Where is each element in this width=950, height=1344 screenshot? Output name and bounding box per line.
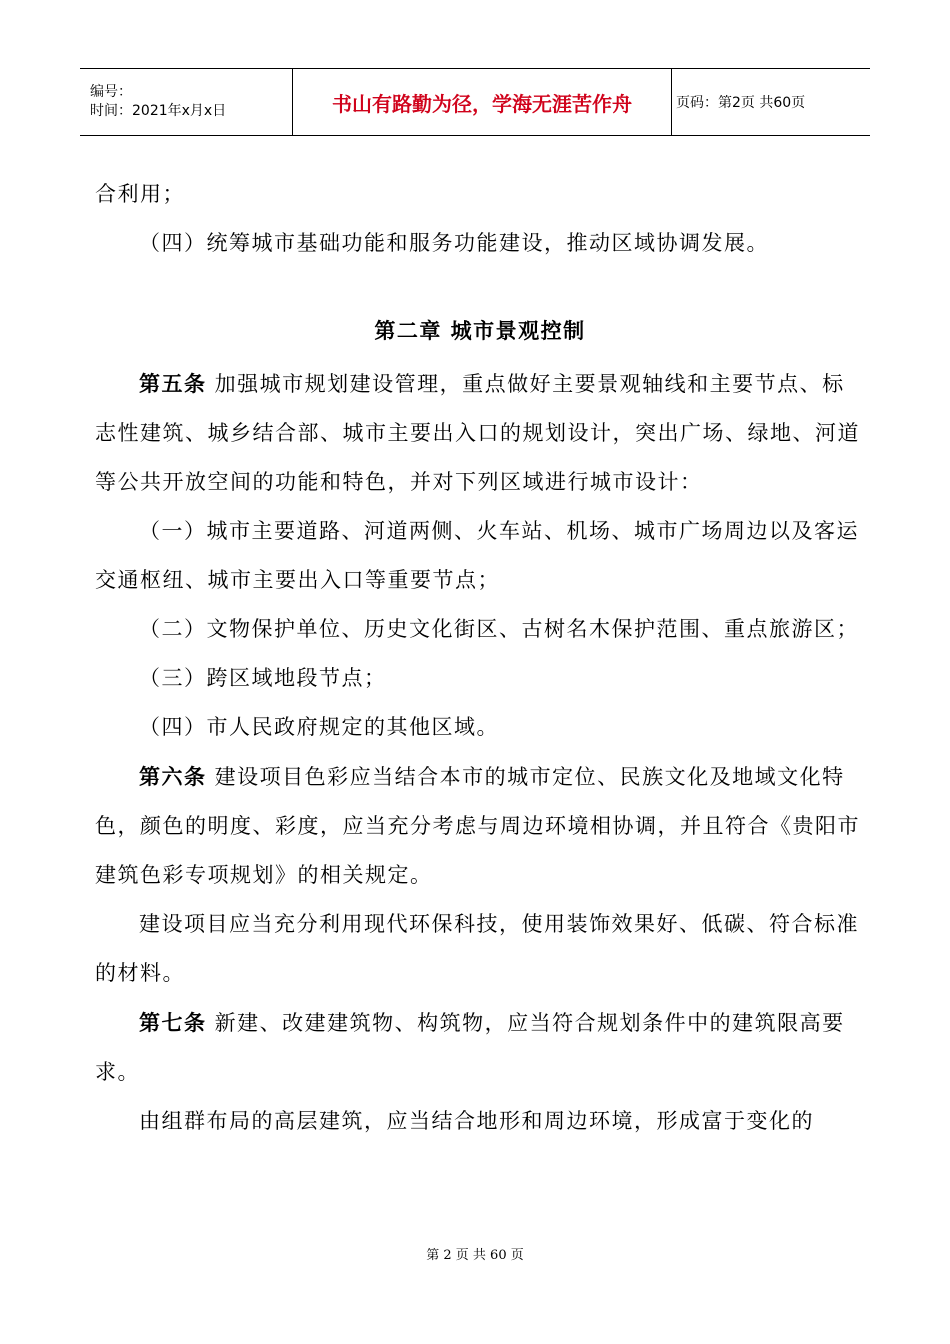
chapter-title: 第二章 城市景观控制 [374, 318, 586, 343]
article-text: 新建、改建建筑物、构筑物，应当符合规划条件中的建筑限高要求。 [95, 1011, 845, 1084]
number-label: 编号： [90, 84, 132, 100]
article-head: 第六条 [139, 764, 207, 789]
list-item: （一）城市主要道路、河道两侧、火车站、机场、城市广场周边以及客运交通枢纽、城市主要出入口等重要节点； [95, 519, 859, 592]
document-body [95, 170, 865, 1146]
paragraph: 合利用； [95, 182, 185, 206]
article-head: 第七条 [139, 1010, 207, 1035]
paragraph: 建设项目应当充分利用现代环保科技，使用装饰效果好、低碳、符合标准的材料。 [95, 912, 859, 985]
list-item: （二）文物保护单位、历史文化街区、古树名木保护范围、重点旅游区； [139, 617, 859, 641]
list-item: （三）跨区域地段节点； [139, 666, 387, 690]
article-5 [95, 359, 865, 507]
page-footer: 第 2 页 共 60 页 [426, 1248, 524, 1263]
page-header [80, 68, 870, 136]
header-motto: 书山有路勤为径，学海无涯苦作舟 [293, 69, 672, 135]
header-page-label: 页码：第2页 共60页 [676, 95, 806, 111]
article-text: 建设项目色彩应当结合本市的城市定位、民族文化及地域文化特色，颜色的明度、彩度，应当充分考虑与周边环境相协调，并且符合《贵阳市建筑色彩专项规划》的相关规定。 [95, 765, 860, 887]
header-info [80, 69, 293, 135]
article-text: 加强城市规划建设管理，重点做好主要景观轴线和主要节点、标志性建筑、城乡结合部、城市主要出入口的规划设计，突出广场、绿地、河道等公共开放空间的功能和特色，并对下列区域进行城市设计： [95, 372, 860, 494]
paragraph: 由组群布局的高层建筑，应当结合地形和周边环境，形成富于变化的 [139, 1109, 814, 1133]
list-item: （四）市人民政府规定的其他区域。 [139, 715, 499, 739]
paragraph: （四）统筹城市基础功能和服务功能建设，推动区域协调发展。 [139, 231, 769, 255]
time-label: 时间：2021年x月x日 [90, 103, 227, 119]
article-6 [95, 752, 865, 900]
article-7 [95, 998, 865, 1097]
article-head: 第五条 [139, 371, 207, 396]
